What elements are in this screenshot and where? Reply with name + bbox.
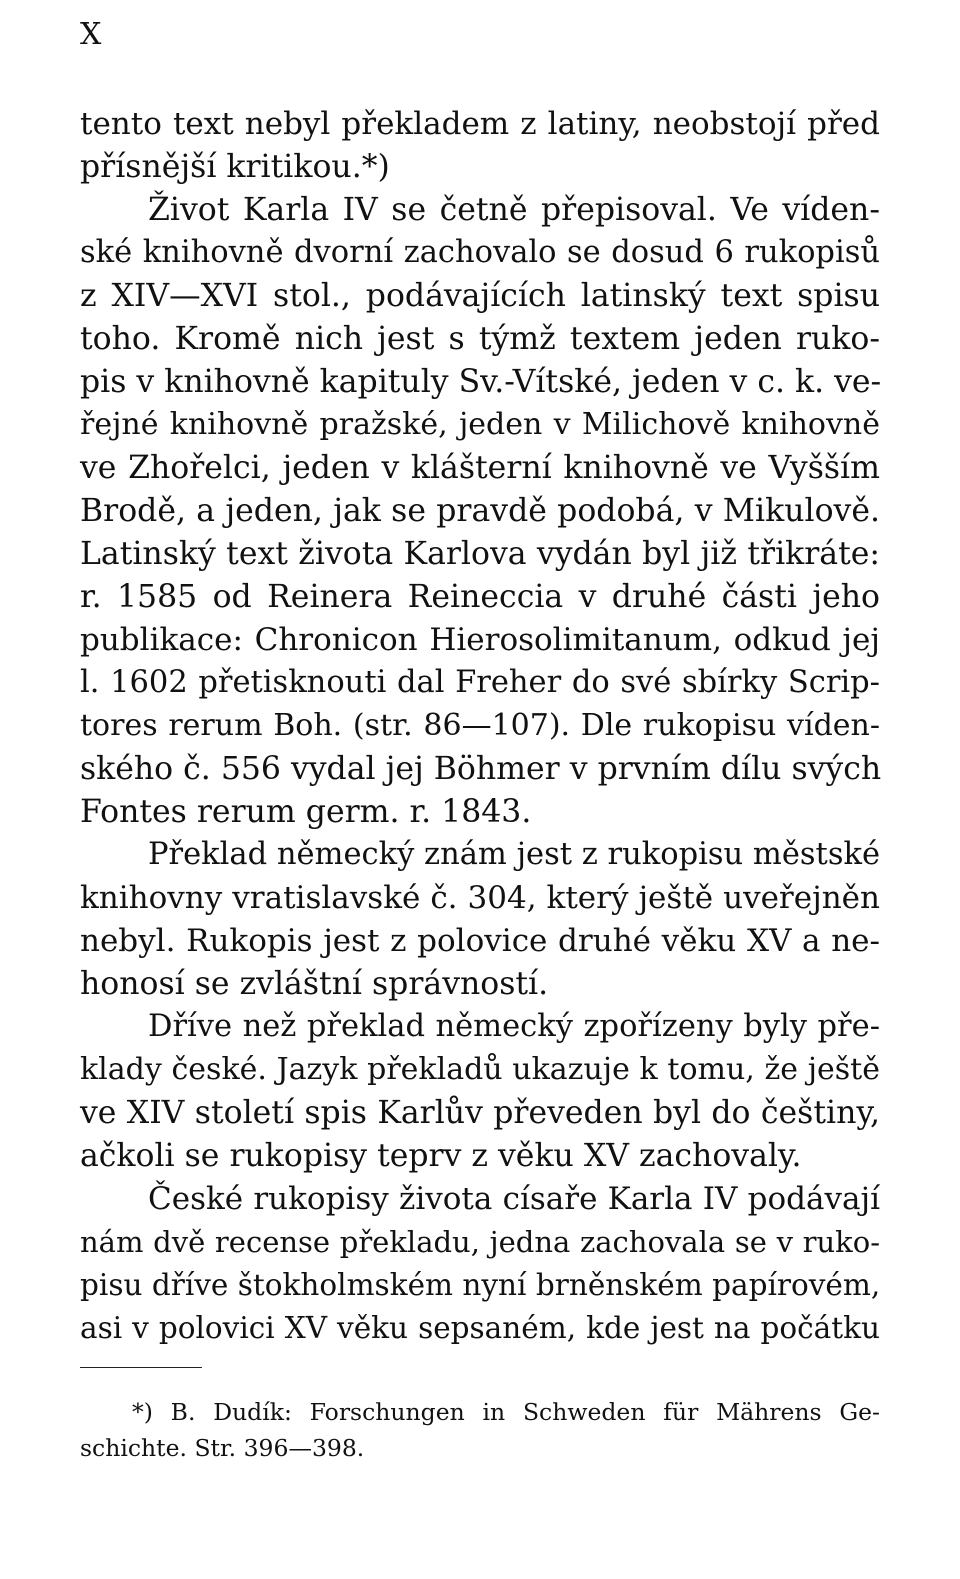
paragraph-start-line: Překlad německý znám jest z rukopisu městské <box>148 837 880 872</box>
text-line: toho. Kromě nich jest s týmž textem jeden ruko- <box>80 321 880 357</box>
text-line: řejné knihovně pražské, jeden v Milichově knihovně <box>80 407 880 442</box>
footnote-divider <box>80 1367 202 1368</box>
text-line: r. 1585 od Reinera Reineccia v druhé části jeho <box>80 579 880 615</box>
text-line: přísnější kritikou.*) <box>80 149 390 185</box>
paragraph-start-line: Život Karla IV se četně přepisoval. Ve víden- <box>148 192 880 228</box>
text-line: Fontes rerum germ. r. 1843. <box>80 794 532 830</box>
text-line: z XIV—XVI stol., podávajících latinský text spisu <box>80 278 880 314</box>
text-line: tores rerum Boh. (str. 86—107). Dle rukopisu víden- <box>80 708 880 743</box>
text-line: nám dvě recense překladu, jedna zachovala se v ruko- <box>80 1225 880 1259</box>
text-line: Latinský text života Karlova vydán byl již třikráte: <box>80 536 880 572</box>
text-line: tento text nebyl překladem z latiny, neobstojí před <box>80 106 880 142</box>
paragraph-start-line: Dříve než překlad německý zpořízeny byly pře- <box>148 1009 880 1044</box>
text-line: ačkoli se rukopisy teprv z věku XV zachovaly. <box>80 1138 802 1174</box>
page-number: X <box>80 17 102 52</box>
text-line: ve Zhořelci, jeden v klášterní knihovně ve Vyšším <box>80 450 880 486</box>
text-line: ve XIV století spis Karlův převeden byl do češtiny, <box>80 1095 880 1131</box>
text-line: klady české. Jazyk překladů ukazuje k tomu, že ještě <box>80 1052 880 1087</box>
text-line: asi v polovici XV věku sepsaném, kde jest na počátku <box>80 1311 880 1345</box>
text-line: nebyl. Rukopis jest z polovice druhé věku XV a ne- <box>80 923 880 959</box>
text-line: ské knihovně dvorní zachovalo se dosud 6 rukopisů <box>80 235 880 270</box>
text-line: knihovny vratislavské č. 304, který ještě uveřejněn <box>80 880 880 916</box>
text-line: honosí se zvláštní správností. <box>80 966 549 1002</box>
text-line: publikace: Chronicon Hierosolimitanum, odkud jej <box>80 622 880 658</box>
text-line: pisu dříve štokholmském nyní brněnském papírovém, <box>80 1268 881 1302</box>
text-line: l. 1602 přetisknouti dal Freher do své sbírky Scrip- <box>80 665 880 700</box>
footnote-line: schichte. Str. 396—398. <box>80 1434 365 1462</box>
text-line: ského č. 556 vydal jej Böhmer v prvním dílu svých <box>80 751 882 787</box>
paragraph-start-line: České rukopisy života císaře Karla IV podávají <box>148 1181 880 1217</box>
footnote-line: *) B. Dudík: Forschungen in Schweden für Mährens Ge- <box>132 1398 880 1426</box>
text-line: pis v knihovně kapituly Sv.-Vítské, jeden v c. k. ve- <box>80 364 882 400</box>
text-line: Brodě, a jeden, jak se pravdě podobá, v Mikulově. <box>80 493 880 529</box>
